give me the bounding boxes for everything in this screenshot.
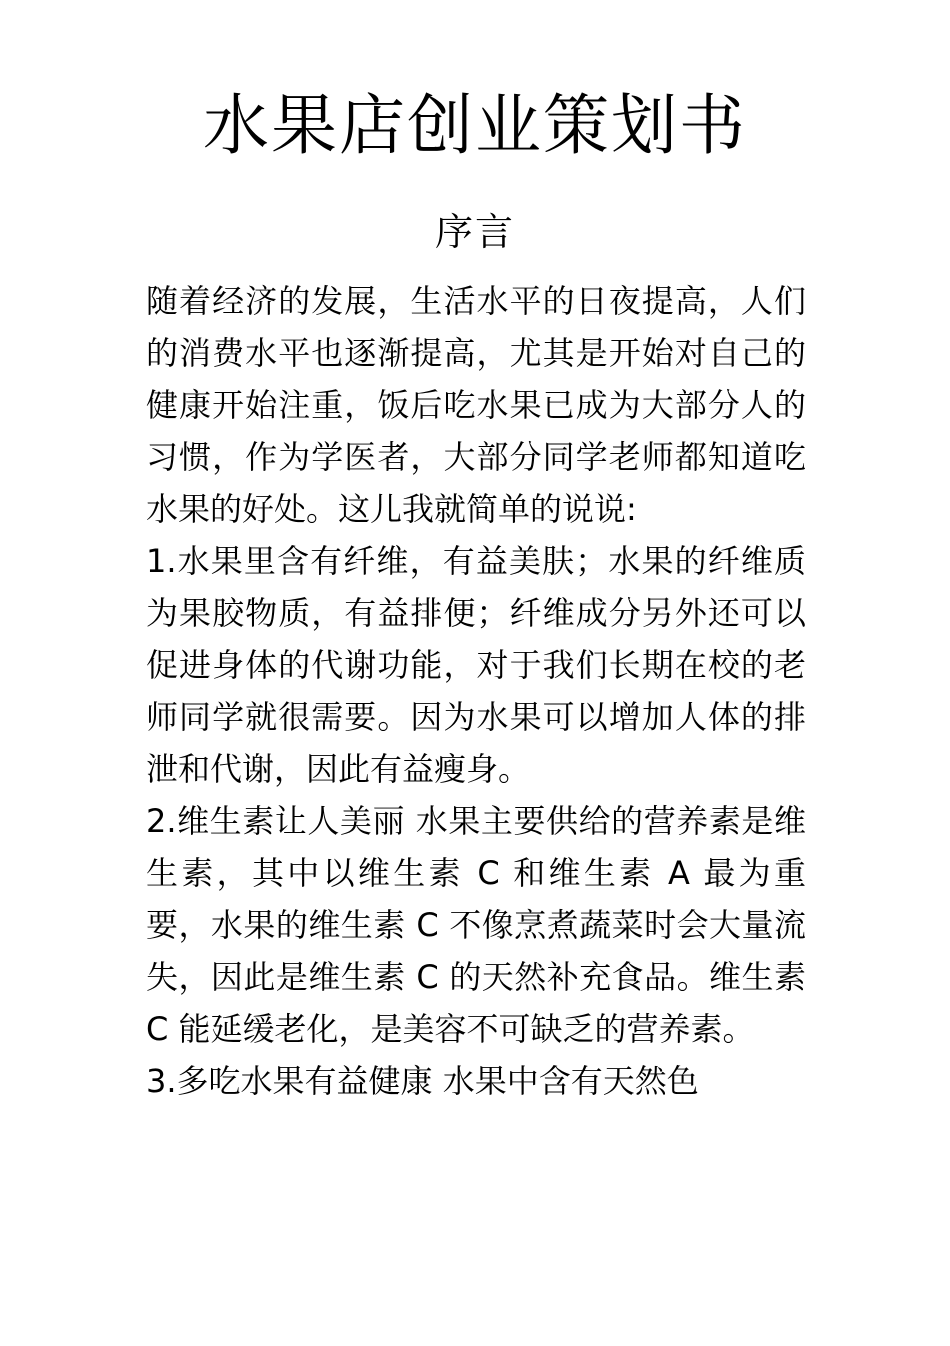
document-title: 水果店创业策划书 (203, 87, 747, 164)
paragraph-point-1: 1.水果里含有纤维，有益美肤；水果的纤维质为果胶物质，有益排便；纤维成分另外还可以促进身体的代谢功能，对于我们长期在校的老师同学就很需要。因为水果可以增加人体的排泄和代谢，因此有益瘦身。 (146, 542, 806, 788)
body-text (146, 275, 806, 1107)
paragraph-point-3: 3.多吃水果有益健康 水果中含有天然色 (146, 1062, 699, 1100)
paragraph-point-2: 2.维生素让人美丽 水果主要供给的营养素是维生素，其中以维生素 C 和维生素 A 最为重要，水果的维生素 C 不像烹煮蔬菜时会大量流失，因此是维生素 C 的天然补充食品。维生素 C 能延缓老化，是美容不可缺乏的营养素。 (146, 802, 806, 1048)
paragraph-intro: 随着经济的发展，生活水平的日夜提高，人们的消费水平也逐渐提高，尤其是开始对自己的健康开始注重，饭后吃水果已成为大部分人的习惯，作为学医者，大部分同学老师都知道吃水果的好处。这儿我就简单的说说: (146, 282, 806, 528)
section-heading: 序言 (434, 210, 515, 254)
